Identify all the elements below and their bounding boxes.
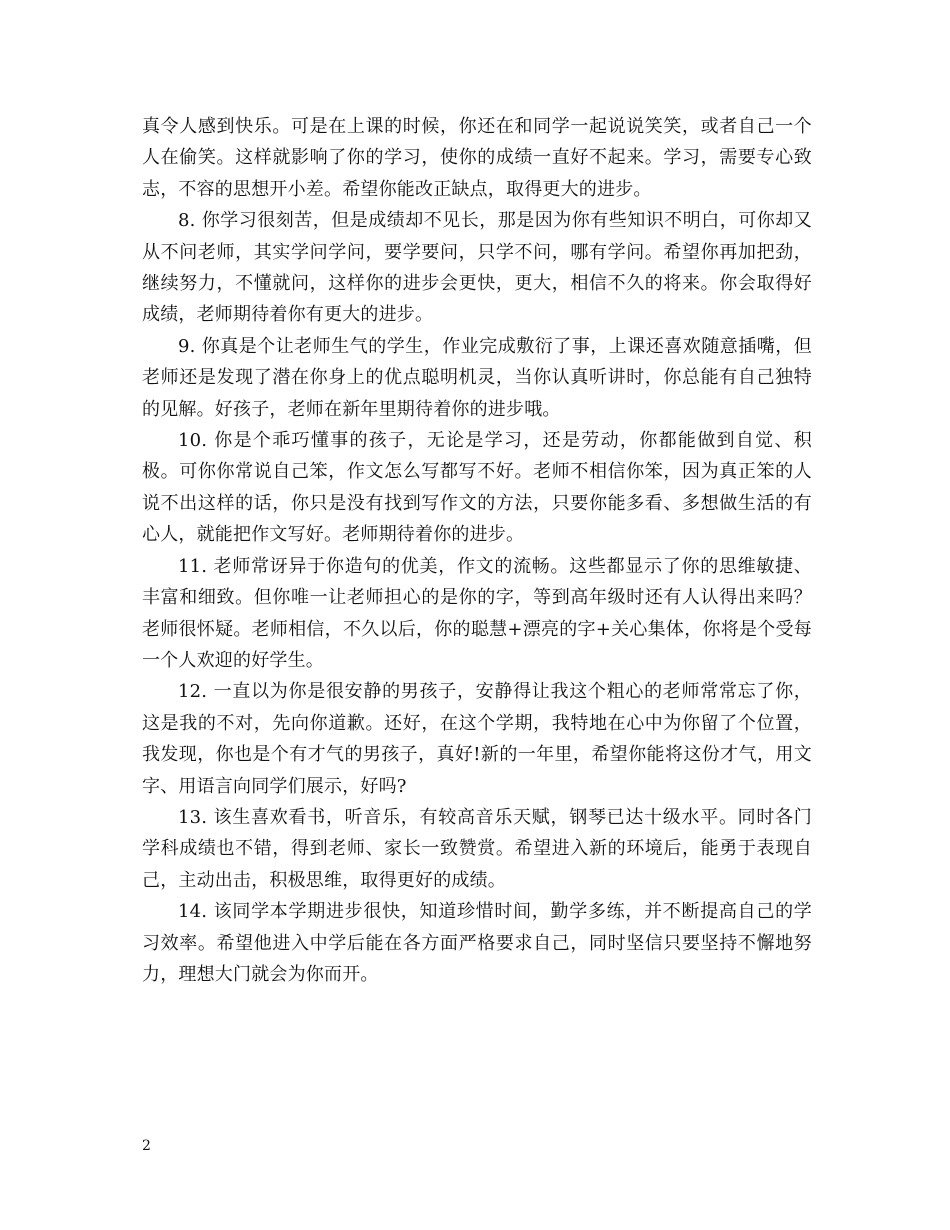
page-number: 2 bbox=[142, 1138, 151, 1154]
paragraph-continuation: 真令人感到快乐。可是在上课的时候，你还在和同学一起说说笑笑，或者自己一个人在偷笑。这样就影响了你的学习，使你的成绩一直好不起来。学习，需要专心致志，不容的思想开小差。希望你能改正缺点，取得更大的进步。 bbox=[142, 116, 812, 200]
paragraph-item-9: 9. 你真是个让老师生气的学生，作业完成敷衍了事，上课还喜欢随意插嘴，但老师还是发现了潜在你身上的优点聪明机灵，当你认真听讲时，你总能有自己独特的见解。好孩子，老师在新年里期待着你的进步哦。 bbox=[142, 335, 812, 420]
document-body bbox=[142, 111, 812, 990]
paragraph-item-8: 8. 你学习很刻苦，但是成绩却不见长，那是因为你有些知识不明白，可你却又从不问老师，其实学问学问，要学要问，只学不问，哪有学问。希望你再加把劲，继续努力，不懂就问，这样你的进步会更快，更大，相信不久的将来。你会取得好成绩，老师期待着你有更大的进步。 bbox=[142, 210, 812, 326]
paragraph-item-13: 13. 该生喜欢看书，听音乐，有较高音乐天赋，钢琴已达十级水平。同时各门学科成绩也不错，得到老师、家长一致赞赏。希望进入新的环境后，能勇于表现自己，主动出击，积极思维，取得更好的成绩。 bbox=[142, 806, 812, 891]
paragraph-item-11: 11. 老师常讶异于你造句的优美，作文的流畅。这些都显示了你的思维敏捷、丰富和细致。但你唯一让老师担心的是你的字，等到高年级时还有人认得出来吗？老师很怀疑。老师相信，不久以后，你的聪慧+漂亮的字+关心集体，你将是个受每一个人欢迎的好学生。 bbox=[142, 555, 812, 671]
paragraph-item-14: 14. 该同学本学期进步很快，知道珍惜时间，勤学多练，并不断提高自己的学习效率。希望他进入中学后能在各方面严格要求自己，同时坚信只要坚持不懈地努力，理想大门就会为你而开。 bbox=[142, 901, 812, 985]
paragraph-item-12: 12. 一直以为你是很安静的男孩子，安静得让我这个粗心的老师常常忘了你，这是我的不对，先向你道歉。还好，在这个学期，我特地在心中为你留了个位置，我发现，你也是个有才气的男孩子，真好!新的一年里，希望你能将这份才气，用文字、用语言向同学们展示，好吗? bbox=[142, 681, 812, 797]
paragraph-item-10: 10. 你是个乖巧懂事的孩子，无论是学习，还是劳动，你都能做到自觉、积极。可你你常说自己笨，作文怎么写都写不好。老师不相信你笨，因为真正笨的人说不出这样的话，你只是没有找到写作文的方法，只要你能多看、多想做生活的有心人，就能把作文写好。老师期待着你的进步。 bbox=[142, 430, 812, 546]
